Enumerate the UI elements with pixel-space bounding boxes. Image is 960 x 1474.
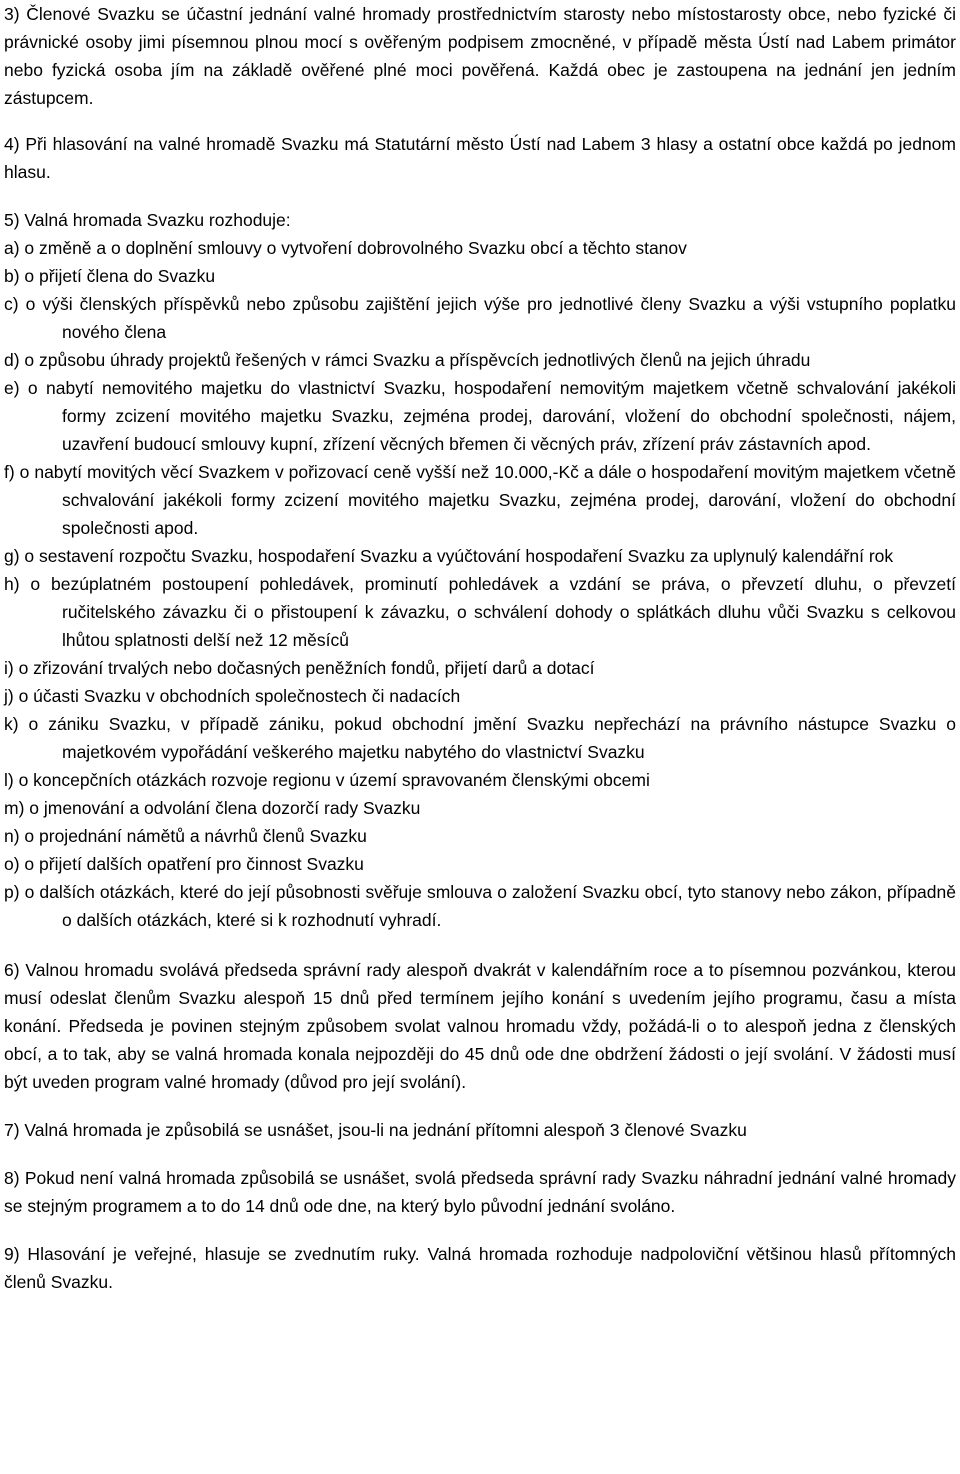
list-item: p) o dalších otázkách, které do její působnosti svěřuje smlouva o založení Svazku obcí, tyto stanovy nebo zákon, případně o dalších otázkách, které si k rozhodnutí vyhradí. xyxy=(4,882,956,930)
paragraph-7: 7) Valná hromada je způsobilá se usnášet, jsou-li na jednání přítomni alespoň 3 členové Svazku xyxy=(4,1120,747,1140)
list-item: k) o zániku Svazku, v případě zániku, pokud obchodní jmění Svazku nepřechází na právního nástupce Svazku o majetkovém vypořádání veškerého majetku nabytého do vlastnictví Svazku xyxy=(4,714,956,762)
paragraph-8: 8) Pokud není valná hromada způsobilá se usnášet, svolá předseda správní rady Svazku náhradní jednání valné hromady se stejným programem a to do 14 dnů ode dne, na který bylo původní jednání svoláno. xyxy=(4,1168,956,1216)
paragraph-4: 4) Při hlasování na valné hromadě Svazku má Statutární město Ústí nad Labem 3 hlasy a ostatní obce každá po jednom hlasu. xyxy=(4,134,956,182)
list-item: m) o jmenování a odvolání člena dozorčí rady Svazku xyxy=(4,798,421,818)
list-item: i) o zřizování trvalých nebo dočasných peněžních fondů, přijetí darů a dotací xyxy=(4,658,595,678)
paragraph-5-heading: 5) Valná hromada Svazku rozhoduje: xyxy=(4,210,291,230)
list-item: e) o nabytí nemovitého majetku do vlastnictví Svazku, hospodaření nemovitým majetkem včetně schvalování jakékoli formy zcizení movitého majetku Svazku, zejména prodej, darování, vložení do obchodní společnosti, nájem, uzavření budoucí smlouvy kupní, zřízení věcných břemen či věcných práv, zřízení práv zástavních apod. xyxy=(4,378,956,454)
paragraph-9: 9) Hlasování je veřejné, hlasuje se zvednutím ruky. Valná hromada rozhoduje nadpoloviční většinou hlasů přítomných členů Svazku. xyxy=(4,1244,956,1292)
decision-list xyxy=(4,234,956,934)
list-item: c) o výši členských příspěvků nebo způsobu zajištění jejich výše pro jednotlivé členy Svazku a výši vstupního poplatku nového člena xyxy=(4,294,956,342)
list-item: f) o nabytí movitých věcí Svazkem v pořizovací ceně vyšší než 10.000,-Kč a dále o hospodaření movitým majetkem včetně schvalování jakékoli formy zcizení movitého majetku Svazku, zejména prodej, darování, vložení do obchodní společnosti apod. xyxy=(4,462,956,538)
list-item: a) o změně a o doplnění smlouvy o vytvoření dobrovolného Svazku obcí a těchto stanov xyxy=(4,238,687,258)
list-item: d) o způsobu úhrady projektů řešených v rámci Svazku a příspěvcích jednotlivých členů na jejich úhradu xyxy=(4,350,811,370)
paragraph-6: 6) Valnou hromadu svolává předseda správní rady alespoň dvakrát v kalendářním roce a to písemnou pozvánkou, kterou musí odeslat členům Svazku alespoň 15 dnů před termínem jejího konání s uvedením jejího programu, času a místa konání. Předseda je povinen stejným způsobem svolat valnou hromadu vždy, požádá-li o to alespoň jedna z členských obcí, a to tak, aby se valná hromada konala nejpozději do 45 dnů ode dne obdržení žádosti o její svolání. V žádosti musí být uveden program valné hromady (důvod pro její svolání). xyxy=(4,960,956,1092)
list-item: l) o koncepčních otázkách rozvoje regionu v území spravovaném členskými obcemi xyxy=(4,770,650,790)
list-item: g) o sestavení rozpočtu Svazku, hospodaření Svazku a vyúčtování hospodaření Svazku za uplynulý kalendářní rok xyxy=(4,546,894,566)
list-item: n) o projednání námětů a návrhů členů Svazku xyxy=(4,826,367,846)
list-item: o) o přijetí dalších opatření pro činnost Svazku xyxy=(4,854,364,874)
paragraph-3: 3) Členové Svazku se účastní jednání valné hromady prostřednictvím starosty nebo místostarosty obce, nebo fyzické či právnické osoby jimi písemnou plnou mocí s ověřeným podpisem zmocněné, v případě města Ústí nad Labem primátor nebo fyzická osoba jím na základě ověřené plné moci pověřená. Každá obec je zastoupena na jednání jen jedním zástupcem. xyxy=(4,4,956,108)
list-item: h) o bezúplatném postoupení pohledávek, prominutí pohledávek a vzdání se práva, o převzetí dluhu, o převzetí ručitelského závazku či o přistoupení k závazku, o schválení dohody o splátkách dluhu vůči Svazku s celkovou lhůtou splatnosti delší než 12 měsíců xyxy=(4,574,956,650)
list-item: j) o účasti Svazku v obchodních společnostech či nadacích xyxy=(4,686,461,706)
list-item: b) o přijetí člena do Svazku xyxy=(4,266,216,286)
